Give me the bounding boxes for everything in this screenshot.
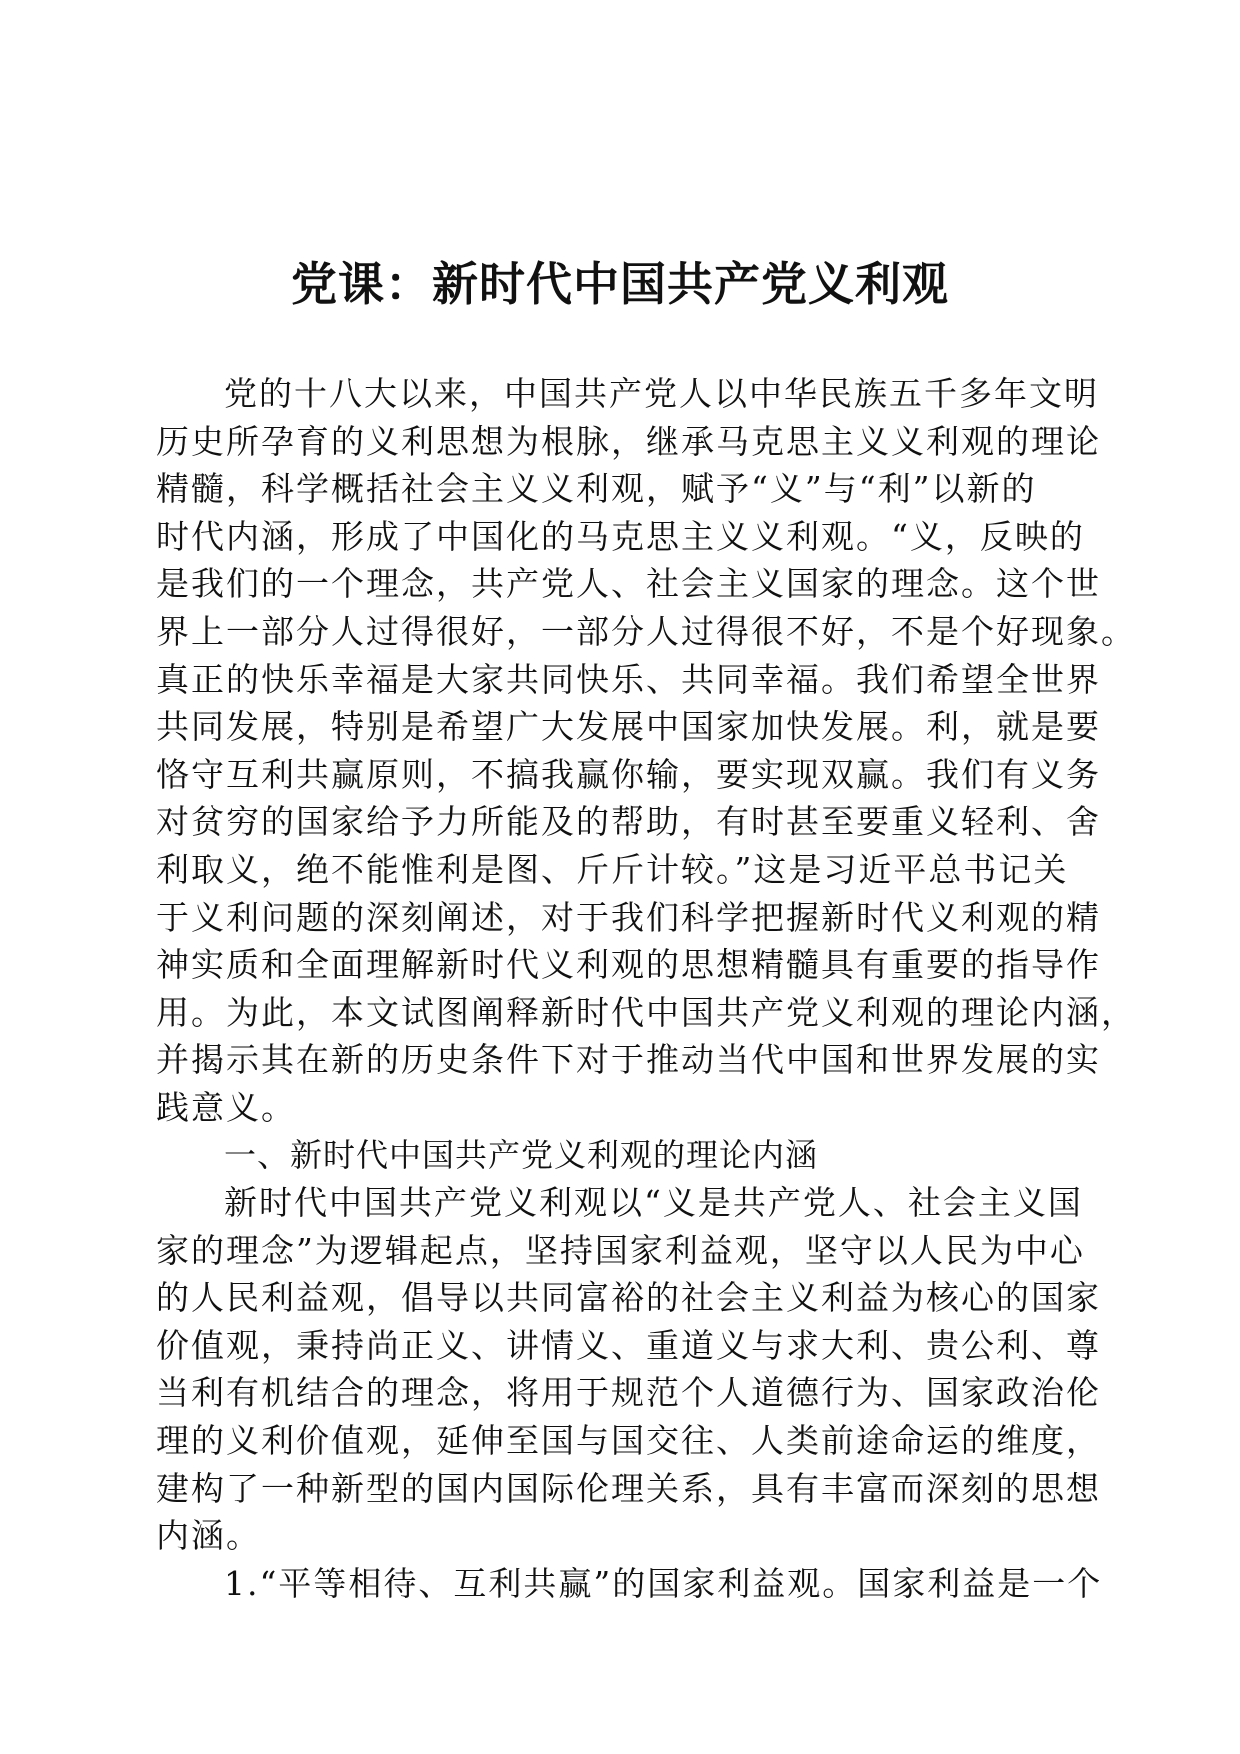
paragraph-line: 历史所孕育的义利思想为根脉，继承马克思主义义利观的理论 (156, 421, 1101, 461)
document-body (156, 370, 1136, 1607)
paragraph-line: 价值观，秉持尚正义、讲情义、重道义与求大利、贵公利、尊 (156, 1325, 1101, 1365)
paragraph-line: 家的理念”为逻辑起点，坚持国家利益观，坚守以人民为中心 (156, 1230, 1085, 1270)
paragraph-line: 新时代中国共产党义利观以“义是共产党人、社会主义国 (224, 1183, 1083, 1223)
paragraph-line: 真正的快乐幸福是大家共同快乐、共同幸福。我们希望全世界 (156, 659, 1101, 699)
paragraph-line: 精髓，科学概括社会主义义利观，赋予“义”与“利”以新的 (156, 469, 1037, 509)
paragraph-line: 时代内涵，形成了中国化的马克思主义义利观。“义，反映的 (156, 516, 1085, 556)
paragraph-line: 践意义。 (156, 1087, 296, 1127)
paragraph-line: 的人民利益观，倡导以共同富裕的社会主义利益为核心的国家 (156, 1278, 1101, 1318)
paragraph-line: 对贫穷的国家给予力所能及的帮助，有时甚至要重义轻利、舍 (156, 802, 1101, 842)
section-heading: 一、新时代中国共产党义利观的理论内涵 (224, 1135, 819, 1174)
paragraph-line: 利取义，绝不能惟利是图、斤斤计较。”这是习近平总书记关 (156, 849, 1069, 889)
paragraph-line: 神实质和全面理解新时代义利观的思想精髓具有重要的指导作 (156, 945, 1101, 985)
paragraph-line: 内涵。 (156, 1516, 261, 1556)
paragraph-line: 是我们的一个理念，共产党人、社会主义国家的理念。这个世 (156, 564, 1101, 604)
paragraph-line: 建构了一种新型的国内国际伦理关系，具有丰富而深刻的思想 (156, 1468, 1101, 1508)
paragraph-line: 理的义利价值观，延伸至国与国交往、人类前途命运的维度， (156, 1421, 1101, 1461)
paragraph-line: 共同发展，特别是希望广大发展中国家加快发展。利，就是要 (156, 707, 1101, 747)
paragraph-line: 1.“平等相待、互利共赢”的国家利益观。国家利益是一个 (224, 1563, 1103, 1603)
document-title: 党课：新时代中国共产党义利观 (291, 257, 949, 311)
paragraph-line: 于义利问题的深刻阐述，对于我们科学把握新时代义利观的精 (156, 897, 1101, 937)
paragraph-line: 并揭示其在新的历史条件下对于推动当代中国和世界发展的实 (156, 1040, 1101, 1080)
paragraph-line: 用。为此，本文试图阐释新时代中国共产党义利观的理论内涵， (156, 992, 1136, 1032)
paragraph-line: 当利有机结合的理念，将用于规范个人道德行为、国家政治伦 (156, 1373, 1101, 1413)
paragraph-line: 党的十八大以来，中国共产党人以中华民族五千多年文明 (224, 374, 1099, 413)
paragraph-line: 界上一部分人过得很好，一部分人过得很不好，不是个好现象。 (156, 611, 1136, 651)
paragraph-line: 恪守互利共赢原则，不搞我赢你输，要实现双赢。我们有义务 (156, 754, 1101, 794)
